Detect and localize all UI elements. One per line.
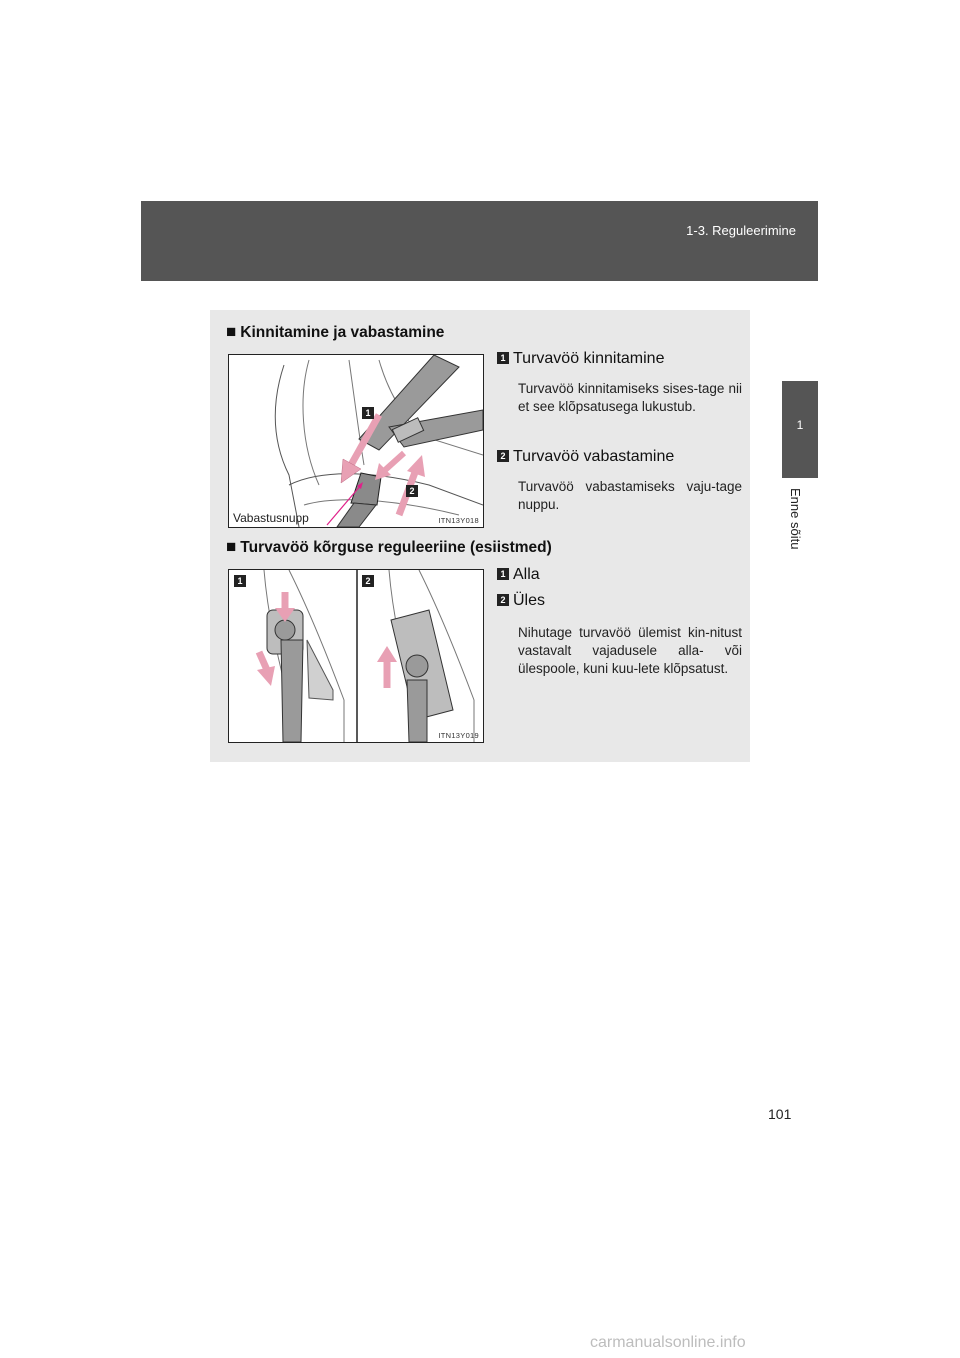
figure-seatbelt-buckle [228, 354, 484, 528]
chapter-label [782, 478, 818, 598]
item-number-badge: 2 [497, 594, 509, 606]
figure-callout-1: 1 [234, 575, 246, 587]
figure-code: ITN13Y019 [438, 731, 479, 740]
page-number: 101 [768, 1106, 792, 1122]
height-adjuster-illustration [229, 570, 483, 742]
page-header [141, 201, 818, 281]
item-down [497, 566, 540, 584]
chapter-tab [782, 381, 818, 478]
item-fasten [497, 350, 664, 368]
figure-callout-1: 1 [362, 407, 374, 419]
figure-code: ITN13Y018 [438, 516, 479, 525]
item-up-text: Nihutage turvavöö ülemist kin-nitust vastavalt vajadusele alla- või ülespoole, kuni kuu-lete klõpsatust. [518, 625, 742, 676]
item-release [497, 448, 674, 466]
item-title: Turvavöö vabastamine [513, 448, 675, 465]
item-number-badge: 2 [497, 450, 509, 462]
section-title: 1-3. Reguleerimine [686, 223, 796, 238]
item-title: Alla [513, 566, 540, 583]
item-up [497, 592, 545, 610]
figure-height-adjuster [228, 569, 484, 743]
heading-text: Kinnitamine ja vabastamine [240, 324, 445, 341]
watermark: carmanualsonline.info [590, 1334, 746, 1351]
release-button-label: Vabastusnupp [233, 511, 309, 525]
chapter-title: Enne sõitu [788, 488, 803, 550]
section-heading-height-adjust [226, 537, 552, 557]
seatbelt-buckle-illustration [229, 355, 483, 527]
heading-square-icon: ■ [226, 322, 237, 341]
figure-callout-2: 2 [406, 485, 418, 497]
item-release-text: Turvavöö vabastamiseks vaju-tage nuppu. [518, 479, 742, 512]
heading-square-icon: ■ [226, 537, 237, 556]
figure-callout-2: 2 [362, 575, 374, 587]
item-title: Üles [513, 592, 546, 609]
chapter-number: 1 [796, 418, 804, 432]
item-number-badge: 1 [497, 352, 509, 364]
heading-text: Turvavöö kõrguse reguleeriine (esiistmed) [240, 539, 552, 556]
item-title: Turvavöö kinnitamine [513, 350, 665, 367]
section-heading-fastening [226, 322, 444, 342]
item-fasten-text: Turvavöö kinnitamiseks sises-tage nii et see klõpsatusega lukustub. [518, 381, 742, 414]
item-number-badge: 1 [497, 568, 509, 580]
